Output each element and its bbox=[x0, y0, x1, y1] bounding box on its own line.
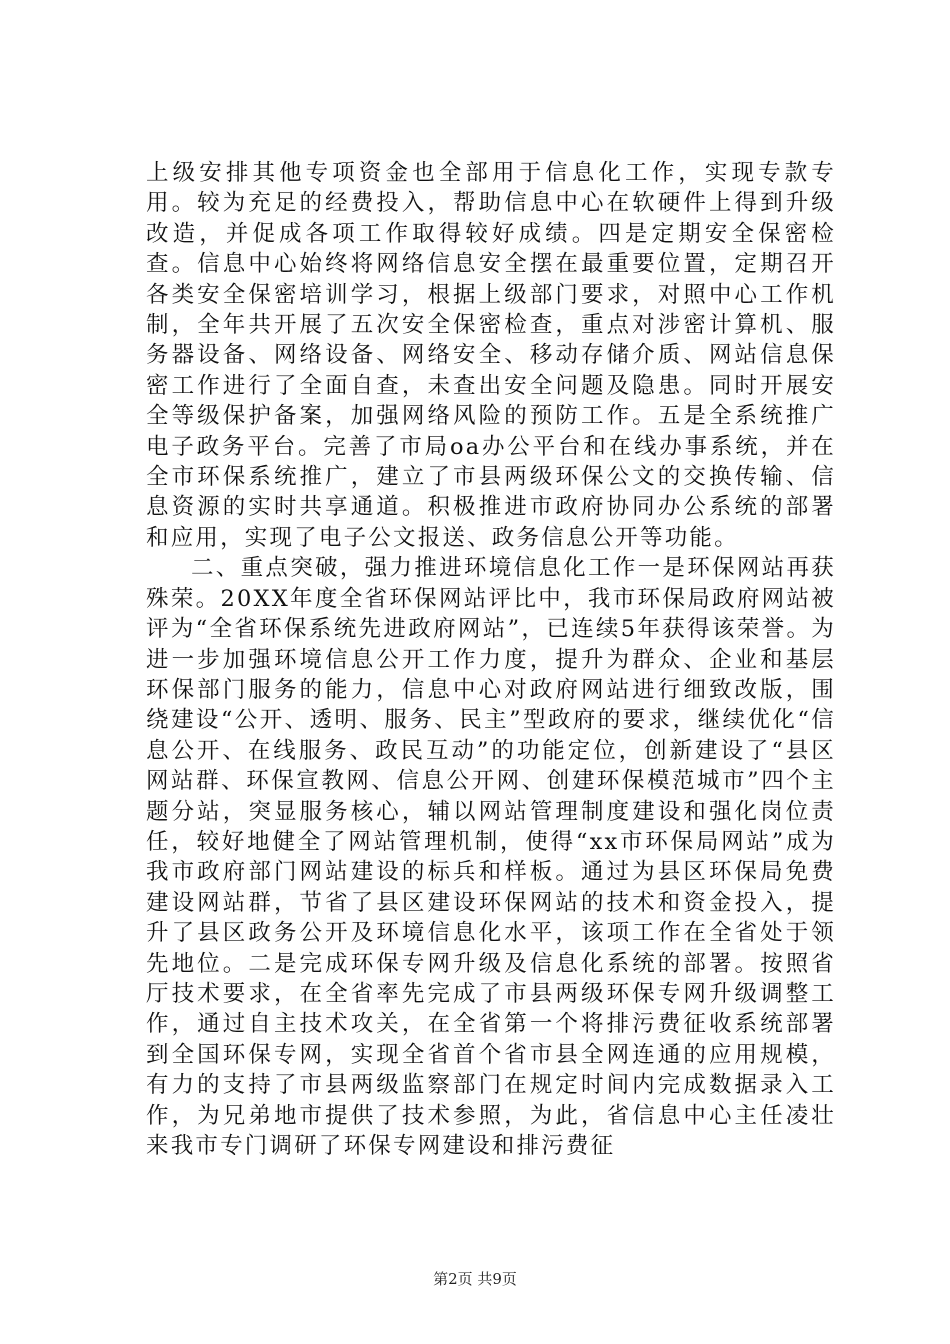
document-body bbox=[146, 158, 836, 1161]
page-number-footer: 第2页 共9页 bbox=[433, 1270, 517, 1288]
paragraph-section-two: 二、重点突破，强力推进环境信息化工作一是环保网站再获殊荣。20XX年度全省环保网站评比中，我市环保局政府网站被评为“全省环保系统先进政府网站”，已连续5年获得该荣誉。为进一步加强环境信息公开工作力度，提升为群众、企业和基层环保部门服务的能力，信息中心对政府网站进行细致改版，围绕建设“公开、透明、服务、民主”型政府的要求，继续优化“信息公开、在线服务、政民互动”的功能定位，创新建设了“县区网站群、环保宣教网、信息公开网、创建环保模范城市”四个主题分站，突显服务核心，辅以网站管理制度建设和强化岗位责任，较好地健全了网站管理机制，使得“xx市环保局网站”成为我市政府部门网站建设的标兵和样板。通过为县区环保局免费建设网站群，节省了县区建设环保网站的技术和资金投入，提升了县区政务公开及环境信息化水平，该项工作在全省处于领先地位。二是完成环保专网升级及信息化系统的部署。按照省厅技术要求，在全省率先完成了市县两级环保专网升级调整工作，通过自主技术攻关，在全省第一个将排污费征收系统部署到全国环保专网，实现全省首个省市县全网连通的应用规模，有力的支持了市县两级监察部门在规定时间内完成数据录入工作，为兄弟地市提供了技术参照，为此，省信息中心主任凌壮来我市专门调研了环保专网建设和排污费征 bbox=[146, 555, 836, 1159]
paragraph-continuation: 上级安排其他专项资金也全部用于信息化工作，实现专款专用。较为充足的经费投入，帮助信息中心在软硬件上得到升级改造，并促成各项工作取得较好成绩。四是定期安全保密检查。信息中心始终将网络信息安全摆在最重要位置，定期召开各类安全保密培训学习，根据上级部门要求，对照中心工作机制，全年共开展了五次安全保密检查，重点对涉密计算机、服务器设备、网络设备、网络安全、移动存储介质、网站信息保密工作进行了全面自查，未查出安全问题及隐患。同时开展安全等级保护备案，加强网络风险的预防工作。五是全系统推广电子政务平台。完善了市局oa办公平台和在线办事系统，并在全市环保系统推广，建立了市县两级环保公文的交换传输、信息资源的实时共享通道。积极推进市政府协同办公系统的部署和应用，实现了电子公文报送、政务信息公开等功能。 bbox=[146, 160, 836, 551]
